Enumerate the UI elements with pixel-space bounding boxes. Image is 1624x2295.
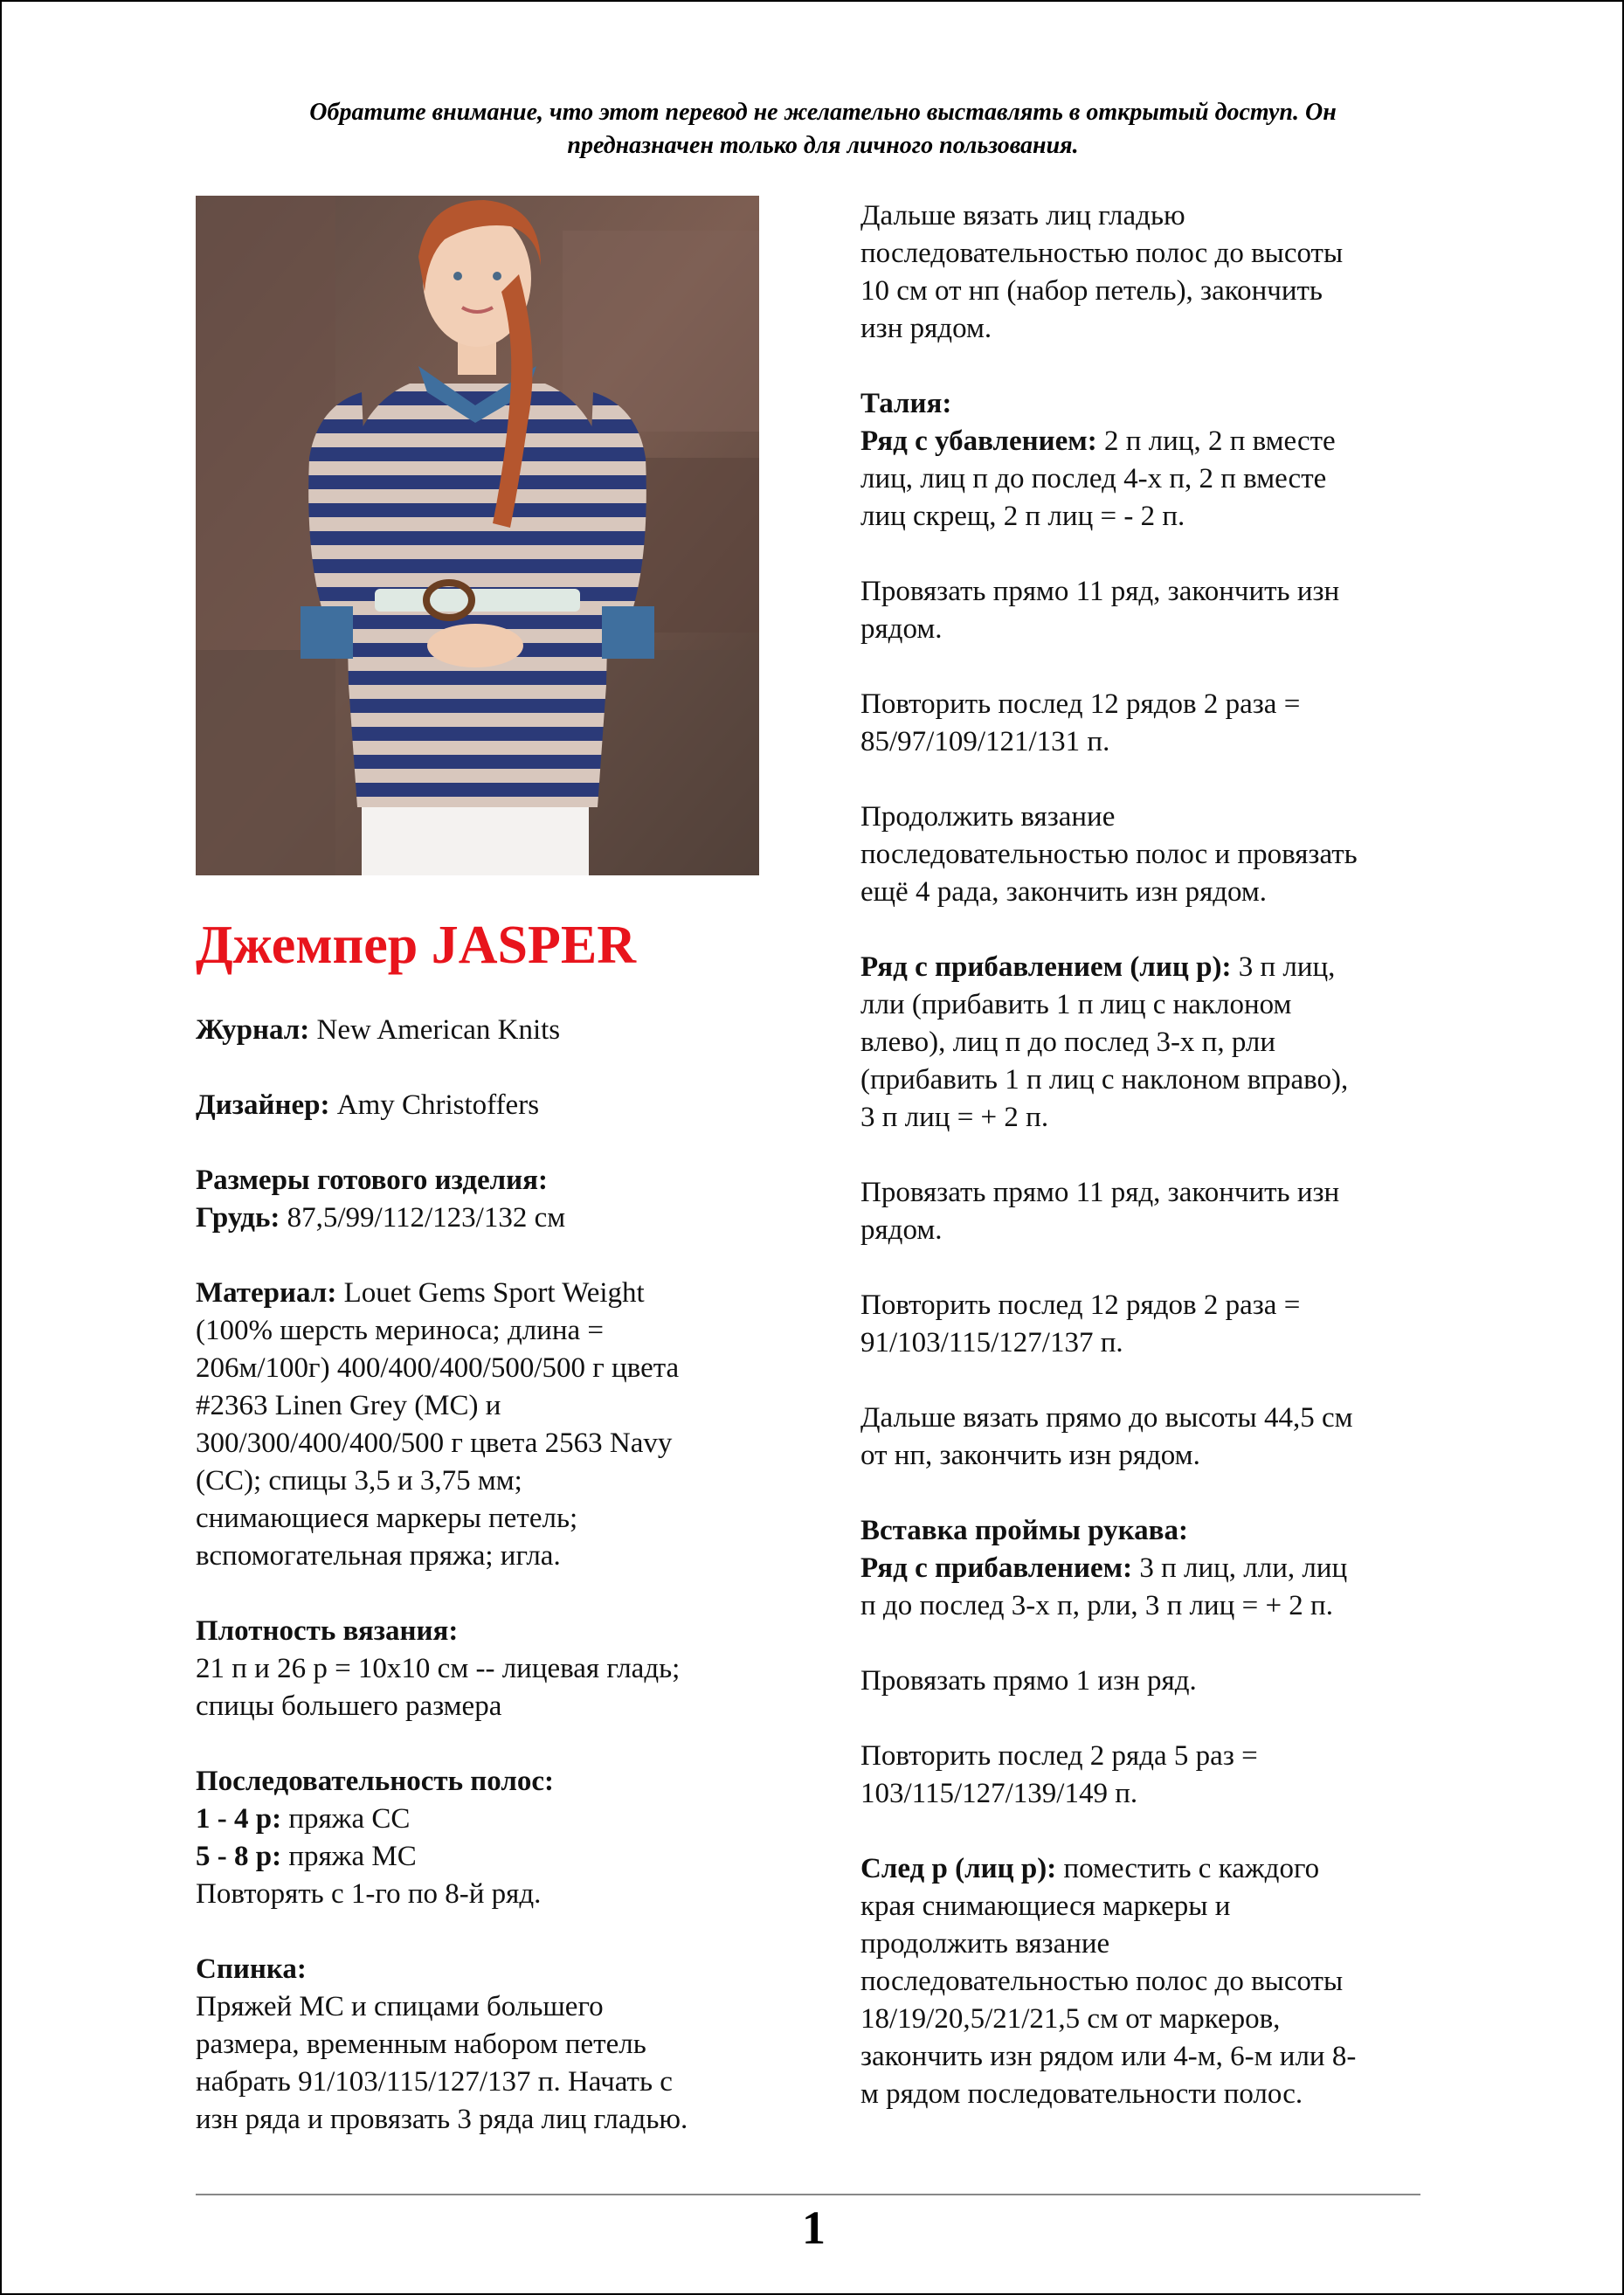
text-line: края снимающиеся маркеры и — [860, 1891, 1231, 1922]
paragraph — [860, 1662, 1437, 1700]
sizes-heading: Размеры готового изделия: — [196, 1165, 549, 1196]
text-line: лиц скрещ, 2 п лиц = - 2 п. — [860, 501, 1185, 532]
journal-label: Журнал: — [196, 1014, 310, 1046]
material-line: (CC); спицы 3,5 и 3,75 мм; — [196, 1465, 522, 1497]
sizes-section — [196, 1162, 790, 1237]
stripe-row1-value: пряжа CC — [281, 1803, 411, 1835]
armhole-section — [860, 1512, 1437, 1625]
text-line: лли (прибавить 1 п лиц с наклоном — [860, 989, 1292, 1020]
footer-divider — [196, 2194, 1420, 2195]
gauge-line: спицы большего размера — [196, 1690, 502, 1722]
text-line: Дальше вязать лиц гладью — [860, 200, 1185, 232]
privacy-notice — [185, 96, 1461, 162]
material-line: Louet Gems Sport Weight — [336, 1277, 645, 1309]
text-line: Провязать прямо 11 ряд, закончить изн — [860, 1177, 1340, 1208]
text-line: 91/103/115/127/137 п. — [860, 1327, 1123, 1358]
text-line: продолжить вязание — [860, 1928, 1110, 1960]
product-photo — [196, 196, 759, 875]
stripe-repeat: Повторять с 1-го по 8-й ряд. — [196, 1878, 542, 1910]
text-line: лиц, лиц п до послед 4-х п, 2 п вместе — [860, 463, 1327, 494]
armhole-heading: Вставка проймы рукава: — [860, 1515, 1188, 1546]
material-line: вспомогательная пряжа; игла. — [196, 1540, 561, 1572]
notice-line-2: предназначен только для личного пользования. — [567, 132, 1079, 159]
back-line: набрать 91/103/115/127/137 п. Начать с — [196, 2066, 673, 2098]
text-line: от нп, закончить изн рядом. — [860, 1440, 1200, 1471]
text-line: (прибавить 1 п лиц с наклоном вправо), — [860, 1064, 1349, 1096]
text-line: 3 п лиц, — [1231, 951, 1336, 983]
text-line: 10 см от нп (набор петель), закончить — [860, 275, 1323, 307]
text-line: ещё 4 рада, закончить изн рядом. — [860, 876, 1268, 908]
text-line: последовательностью полос и провязать — [860, 839, 1358, 870]
material-line: (100% шерсть мериноса; длина = — [196, 1315, 605, 1346]
text-line: рядом. — [860, 613, 943, 645]
page-number: 1 — [802, 2202, 826, 2254]
text-line: Повторить послед 12 рядов 2 раза = — [860, 688, 1301, 720]
increase-row-label: Ряд с прибавлением: — [860, 1552, 1133, 1584]
increase-row-section — [860, 949, 1437, 1137]
left-column — [196, 910, 790, 2176]
chest-label: Грудь: — [196, 1202, 280, 1234]
pattern-title: Джемпер JASPER — [196, 916, 637, 975]
paragraph — [860, 573, 1437, 648]
text-line: 85/97/109/121/131 п. — [860, 726, 1110, 757]
next-row-section — [860, 1850, 1437, 2113]
journal-value: New American Knits — [309, 1014, 561, 1046]
text-line: п до послед 3-х п, рли, 3 п лиц = + 2 п. — [860, 1590, 1333, 1621]
paragraph — [860, 1174, 1437, 1249]
back-line: Пряжей MC и спицами большего — [196, 1991, 604, 2022]
text-line: Продолжить вязание — [860, 801, 1116, 833]
gauge-heading: Плотность вязания: — [196, 1615, 459, 1647]
paragraph — [860, 1287, 1437, 1362]
increase-row-label: Ряд с прибавлением (лиц р): — [860, 951, 1232, 983]
text-line: Дальше вязать прямо до высоты 44,5 см — [860, 1402, 1353, 1434]
designer-info — [196, 1087, 790, 1124]
model-in-striped-sweater-image — [196, 196, 759, 875]
text-line: изн рядом. — [860, 313, 992, 344]
back-line: размера, временным набором петель — [196, 2029, 646, 2060]
stripes-heading: Последовательность полос: — [196, 1766, 555, 1797]
text-line: 103/115/127/139/149 п. — [860, 1778, 1138, 1809]
material-line: #2363 Linen Grey (MC) и — [196, 1390, 501, 1421]
gauge-section — [196, 1613, 790, 1725]
paragraph — [860, 1400, 1437, 1475]
gauge-line: 21 п и 26 р = 10х10 см -- лицевая гладь; — [196, 1653, 681, 1684]
waist-section — [860, 385, 1437, 536]
text-line: Повторить послед 12 рядов 2 раза = — [860, 1289, 1301, 1321]
text-line: Повторить послед 2 ряда 5 раз = — [860, 1740, 1258, 1772]
paragraph — [860, 798, 1437, 911]
material-line: 300/300/400/400/500 г цвета 2563 Navy — [196, 1427, 673, 1459]
material-line: снимающиеся маркеры петель; — [196, 1503, 578, 1534]
text-line: Провязать прямо 11 ряд, закончить изн — [860, 576, 1340, 607]
material-section — [196, 1275, 790, 1575]
stripe-row2-value: пряжа MC — [281, 1841, 417, 1872]
next-row-label: След р (лиц р): — [860, 1853, 1057, 1884]
text-line: влево), лиц п до послед 3-х п, рли — [860, 1027, 1276, 1058]
chest-value: 87,5/99/112/123/132 см — [280, 1202, 566, 1234]
notice-line-1: Обратите внимание, что этот перевод не желательно выставлять в открытый доступ. Он — [309, 99, 1337, 126]
waist-heading: Талия: — [860, 388, 952, 419]
material-line: 206м/100г) 400/400/400/500/500 г цвета — [196, 1352, 680, 1384]
text-line: последовательностью полос до высоты — [860, 1966, 1344, 1997]
text-line: последовательностью полос до высоты — [860, 238, 1344, 269]
back-section — [196, 1951, 790, 2139]
text-line: 2 п лиц, 2 п вместе — [1096, 425, 1336, 457]
back-line: изн ряда и провязать 3 ряда лиц гладью. — [196, 2104, 688, 2135]
paragraph — [860, 197, 1437, 348]
designer-value: Amy Christoffers — [329, 1089, 540, 1121]
text-line: поместить с каждого — [1056, 1853, 1320, 1884]
stripe-row2-label: 5 - 8 р: — [196, 1841, 282, 1872]
text-line: 3 п лиц, лли, лиц — [1132, 1552, 1348, 1584]
journal-info — [196, 1012, 790, 1049]
back-heading: Спинка: — [196, 1953, 307, 1985]
right-column — [860, 197, 1437, 2151]
stripe-row1-label: 1 - 4 р: — [196, 1803, 282, 1835]
designer-label: Дизайнер: — [196, 1089, 330, 1121]
text-line: Провязать прямо 1 изн ряд. — [860, 1665, 1197, 1697]
paragraph — [860, 1738, 1437, 1813]
text-line: закончить изн рядом или 4-м, 6-м или 8- — [860, 2041, 1357, 2072]
text-line: 18/19/20,5/21/21,5 см от маркеров, — [860, 2003, 1281, 2035]
text-line: рядом. — [860, 1214, 943, 1246]
stripe-sequence-section — [196, 1763, 790, 1913]
paragraph — [860, 686, 1437, 761]
text-line: м рядом последовательности полос. — [860, 2078, 1303, 2110]
text-line: 3 п лиц = + 2 п. — [860, 1102, 1049, 1133]
decrease-row-label: Ряд с убавлением: — [860, 425, 1097, 457]
material-label: Материал: — [196, 1277, 337, 1309]
